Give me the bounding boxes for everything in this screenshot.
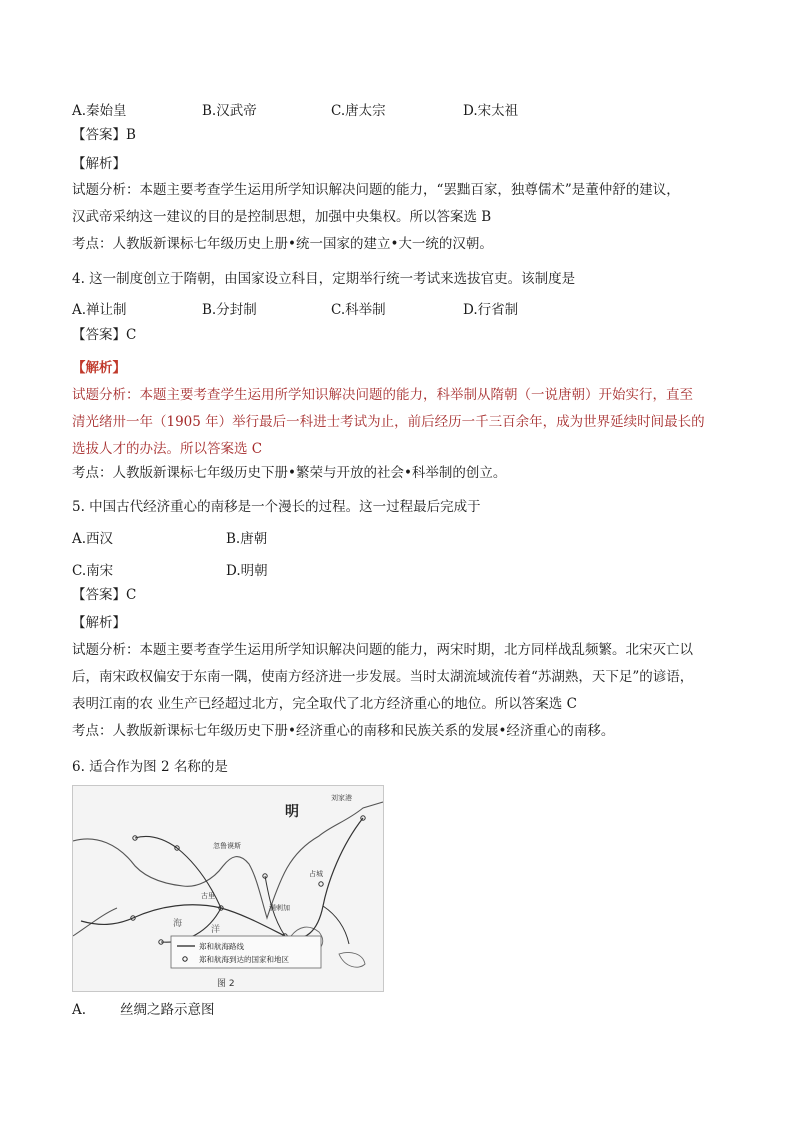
q3-option-b: B.汉武帝 bbox=[202, 103, 257, 119]
map-sea-label-1: 海 bbox=[173, 919, 183, 929]
q3-kaodian: 考点：人教版新课标七年级历史上册•统一国家的建立•大一统的汉朝。 bbox=[72, 236, 493, 252]
map-label-guli: 古里 bbox=[201, 892, 215, 900]
map-label-champa: 占城 bbox=[309, 870, 323, 878]
q4-kaodian: 考点：人教版新课标七年级历史下册•繁荣与开放的社会•科举制的创立。 bbox=[72, 465, 507, 481]
map-label-liujiagang: 刘家港 bbox=[331, 794, 352, 802]
q4-option-d: D.行省制 bbox=[463, 302, 519, 318]
map-country-label: 明 bbox=[285, 804, 299, 820]
zheng-he-voyage-map bbox=[72, 785, 384, 992]
q5-question: 5. 中国古代经济重心的南移是一个漫长的过程。这一过程最后完成于 bbox=[72, 499, 481, 515]
q6-option-a-label: A. bbox=[72, 1002, 87, 1018]
q4-analysis-line-2: 清光绪卅一年（1905 年）举行最后一科进士考试为止，前后经历一千三百余年，成为世界延续时间最长的 bbox=[72, 414, 705, 430]
map-label-malacca: 满剌加 bbox=[269, 904, 290, 912]
q3-option-c: C.唐太宗 bbox=[331, 103, 386, 119]
q5-analysis-line-1: 试题分析：本题主要考查学生运用所学知识解决问题的能力，两宋时期，北方同样战乱频繁。北宋灭亡以 bbox=[72, 642, 693, 658]
q4-option-a: A.禅让制 bbox=[72, 302, 127, 318]
q4-option-b: B.分封制 bbox=[202, 302, 257, 318]
q5-option-b: B.唐朝 bbox=[226, 531, 268, 547]
q3-analysis-line-2: 汉武帝采纳这一建议的目的是控制思想，加强中央集权。所以答案选 B bbox=[72, 209, 492, 225]
q5-option-c: C.南宋 bbox=[72, 563, 114, 579]
q4-analysis-line-3: 选拔人才的办法。所以答案选 C bbox=[72, 441, 263, 457]
map-legend-route: 郑和航海路线 bbox=[199, 942, 244, 951]
map-sea-label-2: 洋 bbox=[211, 925, 221, 935]
q3-option-a: A.秦始皇 bbox=[72, 103, 127, 119]
q3-analysis-label: 【解析】 bbox=[72, 156, 126, 172]
q6-question: 6. 适合作为图 2 名称的是 bbox=[72, 759, 228, 775]
q5-analysis-label: 【解析】 bbox=[72, 615, 126, 631]
q4-option-c: C.科举制 bbox=[331, 302, 386, 318]
q4-analysis-line-1: 试题分析：本题主要考查学生运用所学知识解决问题的能力，科举制从隋朝（一说唐朝）开始实行，直至 bbox=[72, 387, 693, 403]
q3-option-d: D.宋太祖 bbox=[463, 103, 519, 119]
q5-option-a: A.西汉 bbox=[72, 531, 114, 547]
q5-analysis-line-3: 表明江南的农 业生产已经超过北方，完全取代了北方经济重心的地位。所以答案选 C bbox=[72, 696, 577, 712]
q5-analysis-line-2: 后，南宋政权偏安于东南一隅，使南方经济进一步发展。当时太湖流域流传着“苏湖熟，天下足”的谚语， bbox=[72, 669, 694, 685]
q6-option-a-text: 丝绸之路示意图 bbox=[120, 1002, 215, 1018]
q5-kaodian: 考点：人教版新课标七年级历史下册•经济重心的南移和民族关系的发展•经济重心的南移。 bbox=[72, 723, 615, 739]
map-legend-places: 郑和航海到达的国家和地区 bbox=[199, 955, 289, 964]
q4-analysis-label: 【解析】 bbox=[72, 360, 126, 376]
map-caption: 图 2 bbox=[217, 979, 235, 989]
q5-option-d: D.明朝 bbox=[226, 563, 268, 579]
q4-answer: 【答案】C bbox=[72, 327, 137, 343]
map-label-hormuz: 忽鲁谟斯 bbox=[213, 842, 241, 850]
q4-question: 4. 这一制度创立于隋朝，由国家设立科目，定期举行统一考试来选拔官吏。该制度是 bbox=[72, 271, 576, 287]
q3-answer: 【答案】B bbox=[72, 127, 136, 143]
q3-analysis-line-1: 试题分析：本题主要考查学生运用所学知识解决问题的能力，“罢黜百家，独尊儒术”是董仲舒的建议， bbox=[72, 182, 680, 198]
q5-answer: 【答案】C bbox=[72, 587, 137, 603]
